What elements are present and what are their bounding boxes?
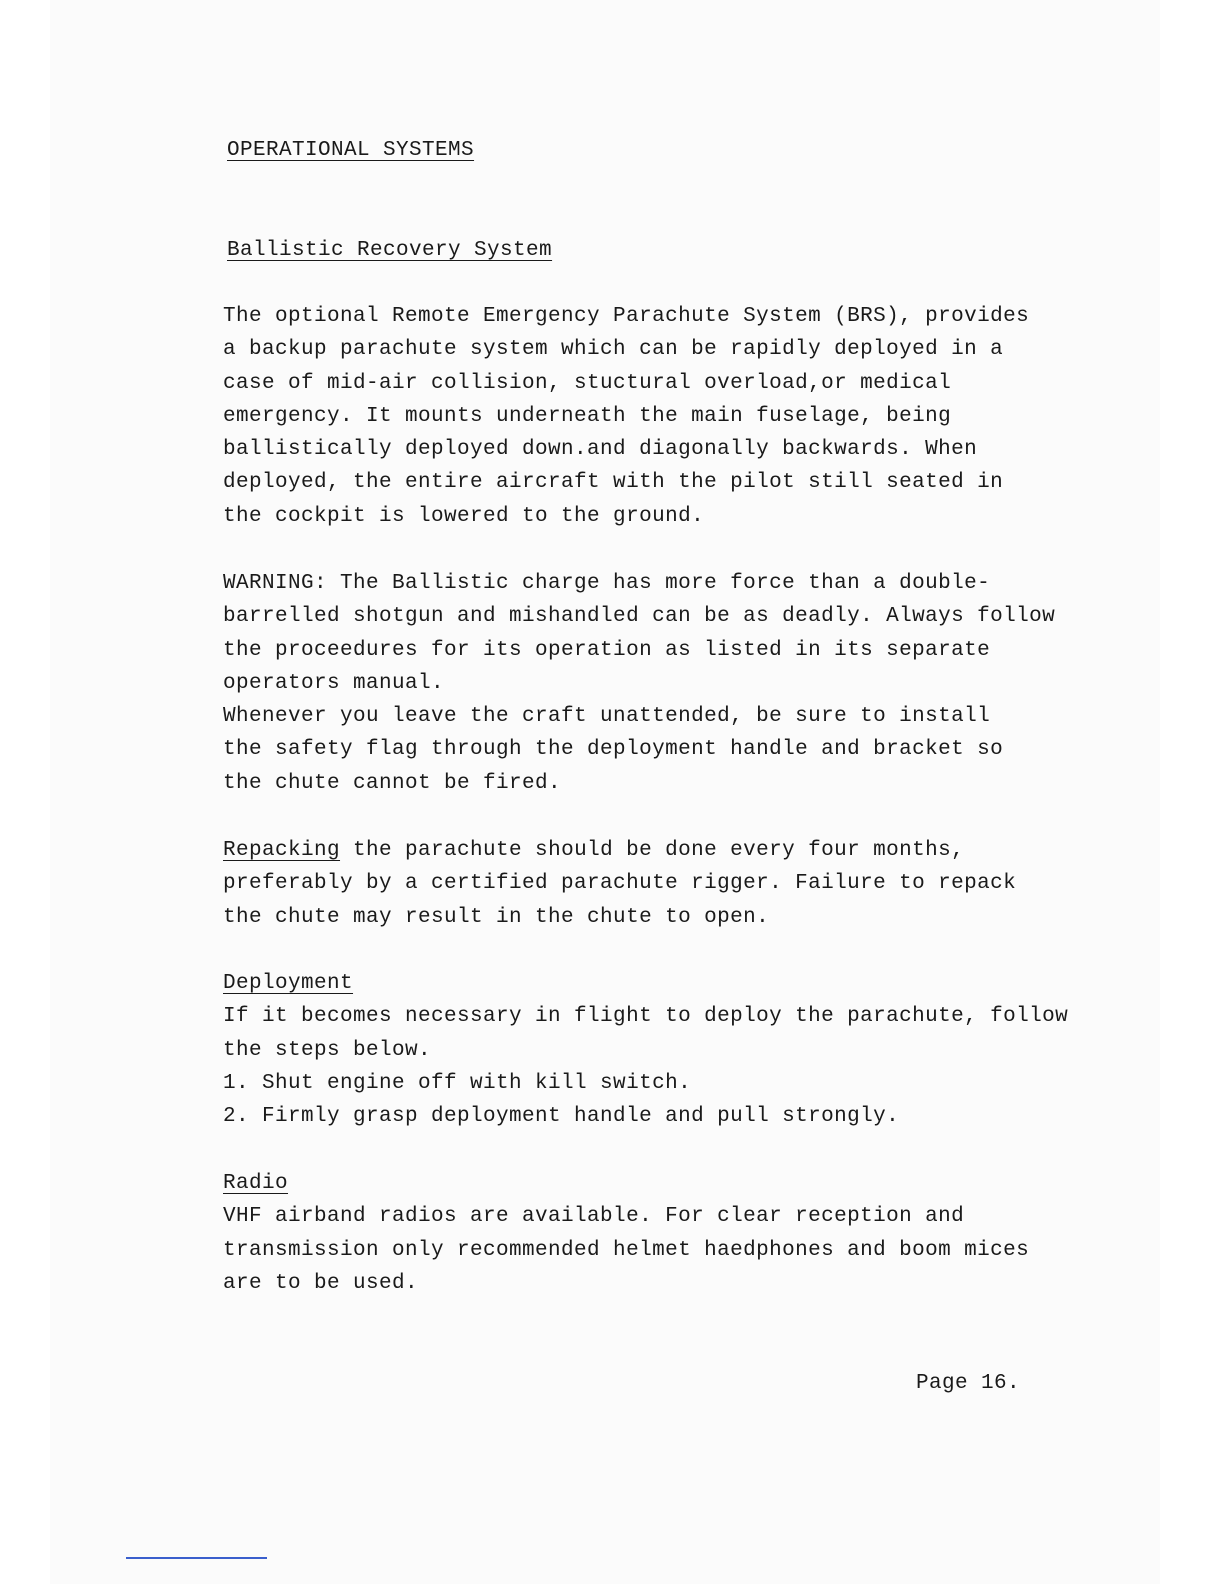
warning-line: operators manual. [223, 671, 445, 695]
warning-line: the chute cannot be fired. [223, 771, 562, 795]
radio-heading: Radio [223, 1172, 289, 1195]
deployment-line: If it becomes necessary in flight to deploy the parachute, follow [223, 1005, 1069, 1029]
deployment-line: the steps below. [223, 1038, 432, 1062]
radio-line: are to be used. [223, 1271, 419, 1295]
warning-line: the safety flag through the deployment handle and bracket so [223, 738, 1004, 762]
warning-line: barrelled shotgun and mishandled can be as deadly. Always follow [223, 605, 1056, 629]
radio-heading-line [223, 1167, 1029, 1200]
warning-line: Whenever you leave the craft unattended, be sure to install [223, 705, 991, 729]
warning-line: the proceedures for its operation as listed in its separate [223, 638, 991, 662]
deployment-heading: Deployment [223, 972, 354, 995]
deployment-heading-line [223, 967, 1068, 1000]
brs-heading: Ballistic Recovery System [227, 239, 553, 262]
deployment-step: 2. Firmly grasp deployment handle and pull strongly. [223, 1105, 900, 1129]
repacking-term: Repacking [223, 839, 341, 862]
brs-line: deployed, the entire aircraft with the pilot still seated in [223, 471, 1004, 495]
warning-paragraph [223, 567, 1055, 800]
brs-line: ballistically deployed down.and diagonally backwards. When [223, 438, 978, 462]
bottom-rule [126, 1557, 267, 1559]
brs-line: case of mid-air collision, stuctural overload,or medical [223, 371, 952, 395]
radio-section [223, 1167, 1029, 1300]
radio-line: transmission only recommended helmet haedphones and boom mices [223, 1238, 1030, 1262]
radio-line: VHF airband radios are available. For clear reception and [223, 1205, 965, 1229]
repacking-first-line-text: the parachute should be done every four months, [340, 839, 965, 862]
brs-line: a backup parachute system which can be rapidly deployed in a [223, 338, 1004, 362]
repacking-line: the chute may result in the chute to open. [223, 905, 770, 929]
deployment-step: 1. Shut engine off with kill switch. [223, 1071, 692, 1095]
repacking-first-line [223, 834, 1016, 867]
repacking-line: preferably by a certified parachute rigger. Failure to repack [223, 872, 1017, 896]
section-title: OPERATIONAL SYSTEMS [227, 139, 475, 162]
deployment-section [223, 967, 1068, 1133]
brs-line: emergency. It mounts underneath the main fuselage, being [223, 404, 952, 428]
repacking-paragraph [223, 834, 1016, 934]
brs-line: The optional Remote Emergency Parachute System (BRS), provides [223, 305, 1030, 328]
brs-paragraph [223, 300, 1029, 533]
warning-line: WARNING: The Ballistic charge has more force than a double- [223, 572, 991, 595]
brs-line: the cockpit is lowered to the ground. [223, 504, 705, 528]
page-number: Page 16. [916, 1372, 1021, 1395]
